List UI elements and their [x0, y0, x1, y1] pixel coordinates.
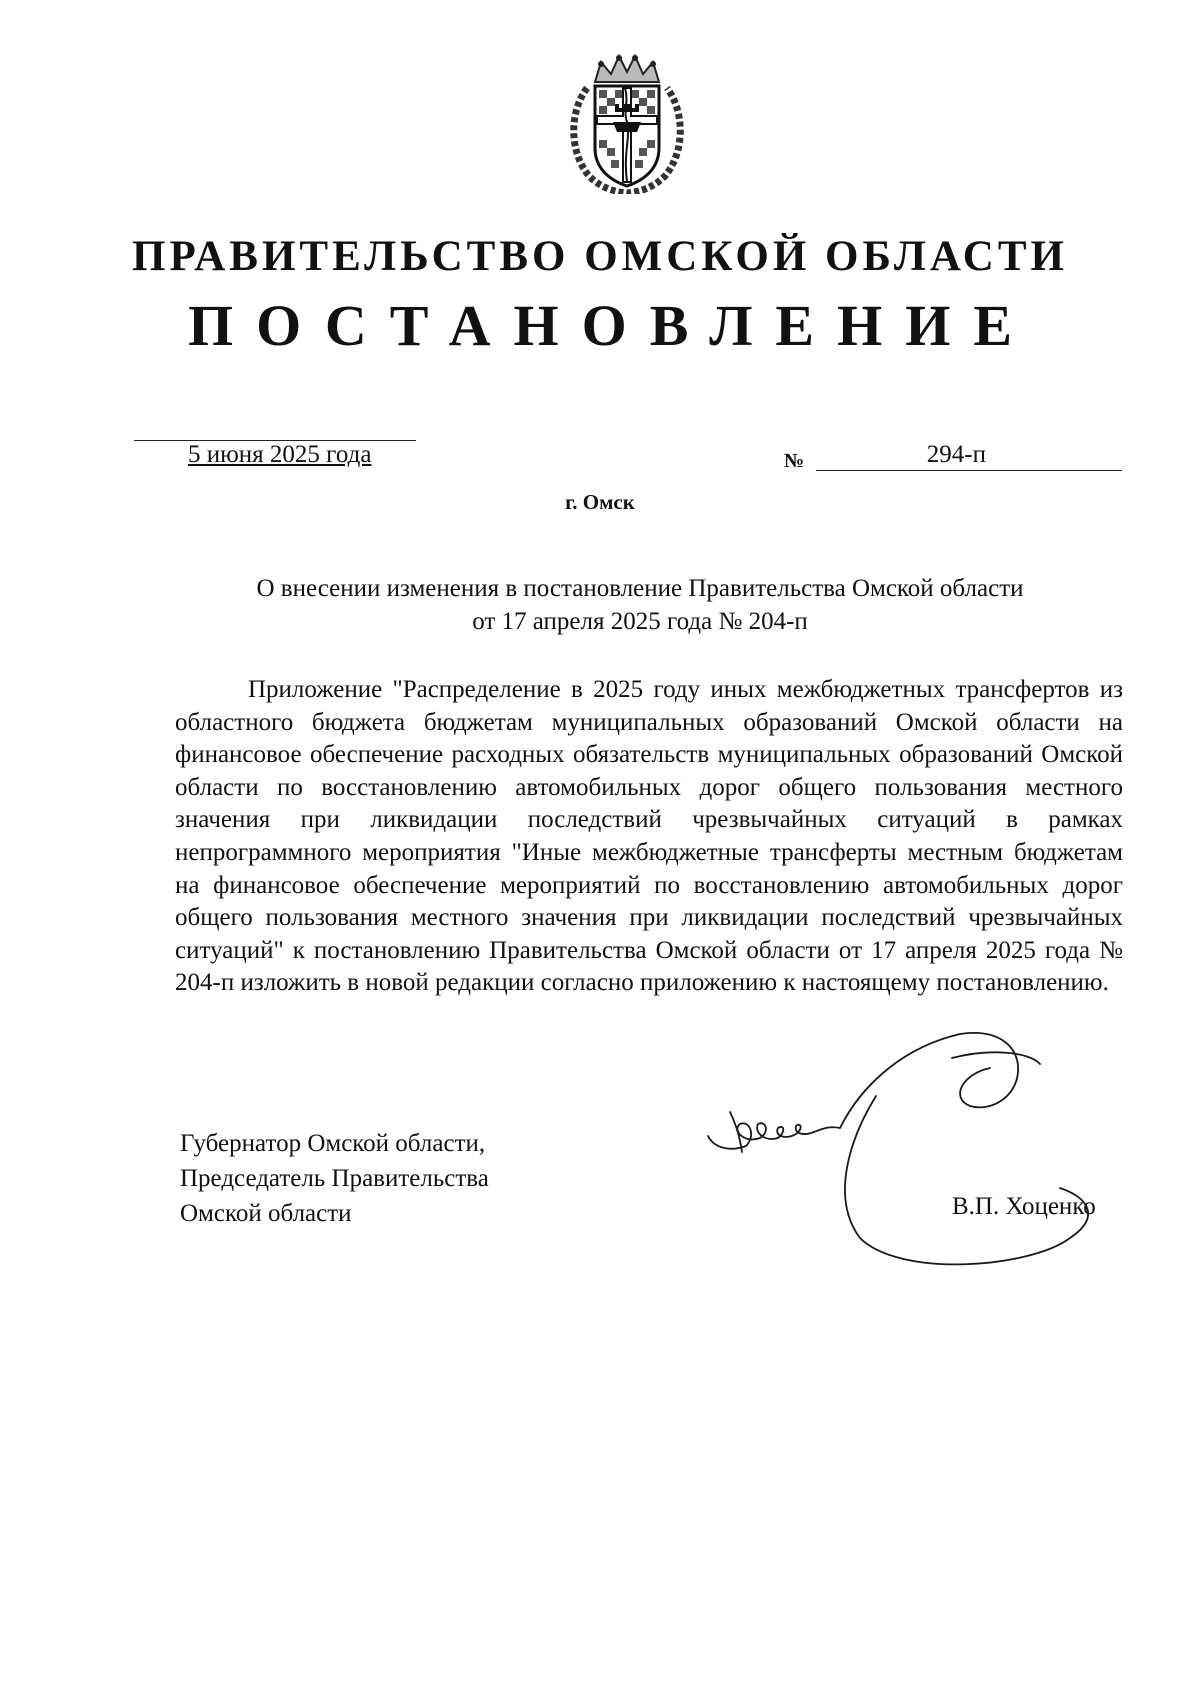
- coat-of-arms-icon: [565, 52, 689, 194]
- signer-position-line-2: Председатель Правительства: [180, 1165, 489, 1192]
- document-number: 294-п: [926, 441, 986, 468]
- subject-line-2: от 17 апреля 2025 года № 204-п: [472, 608, 808, 635]
- government-title: ПРАВИТЕЛЬСТВО ОМСКОЙ ОБЛАСТИ: [132, 233, 1068, 280]
- number-sign: №: [784, 450, 805, 472]
- signer-position-line-1: Губернатор Омской области,: [180, 1130, 486, 1157]
- subject-line-1: О внесении изменения в постановление Правительства Омской области: [256, 575, 1024, 602]
- city: г. Омск: [565, 490, 635, 514]
- signer-name: В.П. Хоценко: [952, 1193, 1096, 1220]
- document-subject: [180, 572, 1100, 638]
- body-paragraph: Приложение "Распределение в 2025 году иных межбюджетных трансфертов из областного бюджета бюджетам муниципальных образований Омской области на финансовое обеспечение расходных обязательств муниципальных образований Омской области по восстановлению автомобильных дорог общего пользования местного значения при ликвидации последствий чрезвычайных ситуаций в рамках непрограммного мероприятия "Иные межбюджетные трансферты местным бюджетам на финансовое обеспечение мероприятий по восстановлению автомобильных дорог общего пользования местного значения при ликвидации последствий чрезвычайных ситуаций" к постановлению Правительства Омской области от 17 апреля 2025 года № 204-п изложить в новой редакции согласно приложению к настоящему постановлению.: [175, 676, 1123, 997]
- number-underline: [816, 470, 1122, 472]
- document-type-heading: ПОСТАНОВЛЕНИЕ: [187, 293, 1036, 358]
- signer-position-line-3: Омской области: [180, 1200, 352, 1227]
- handwritten-signature: [700, 1028, 1120, 1288]
- document-date: 5 июня 2025 года: [188, 441, 372, 468]
- signer-position: [180, 1126, 489, 1231]
